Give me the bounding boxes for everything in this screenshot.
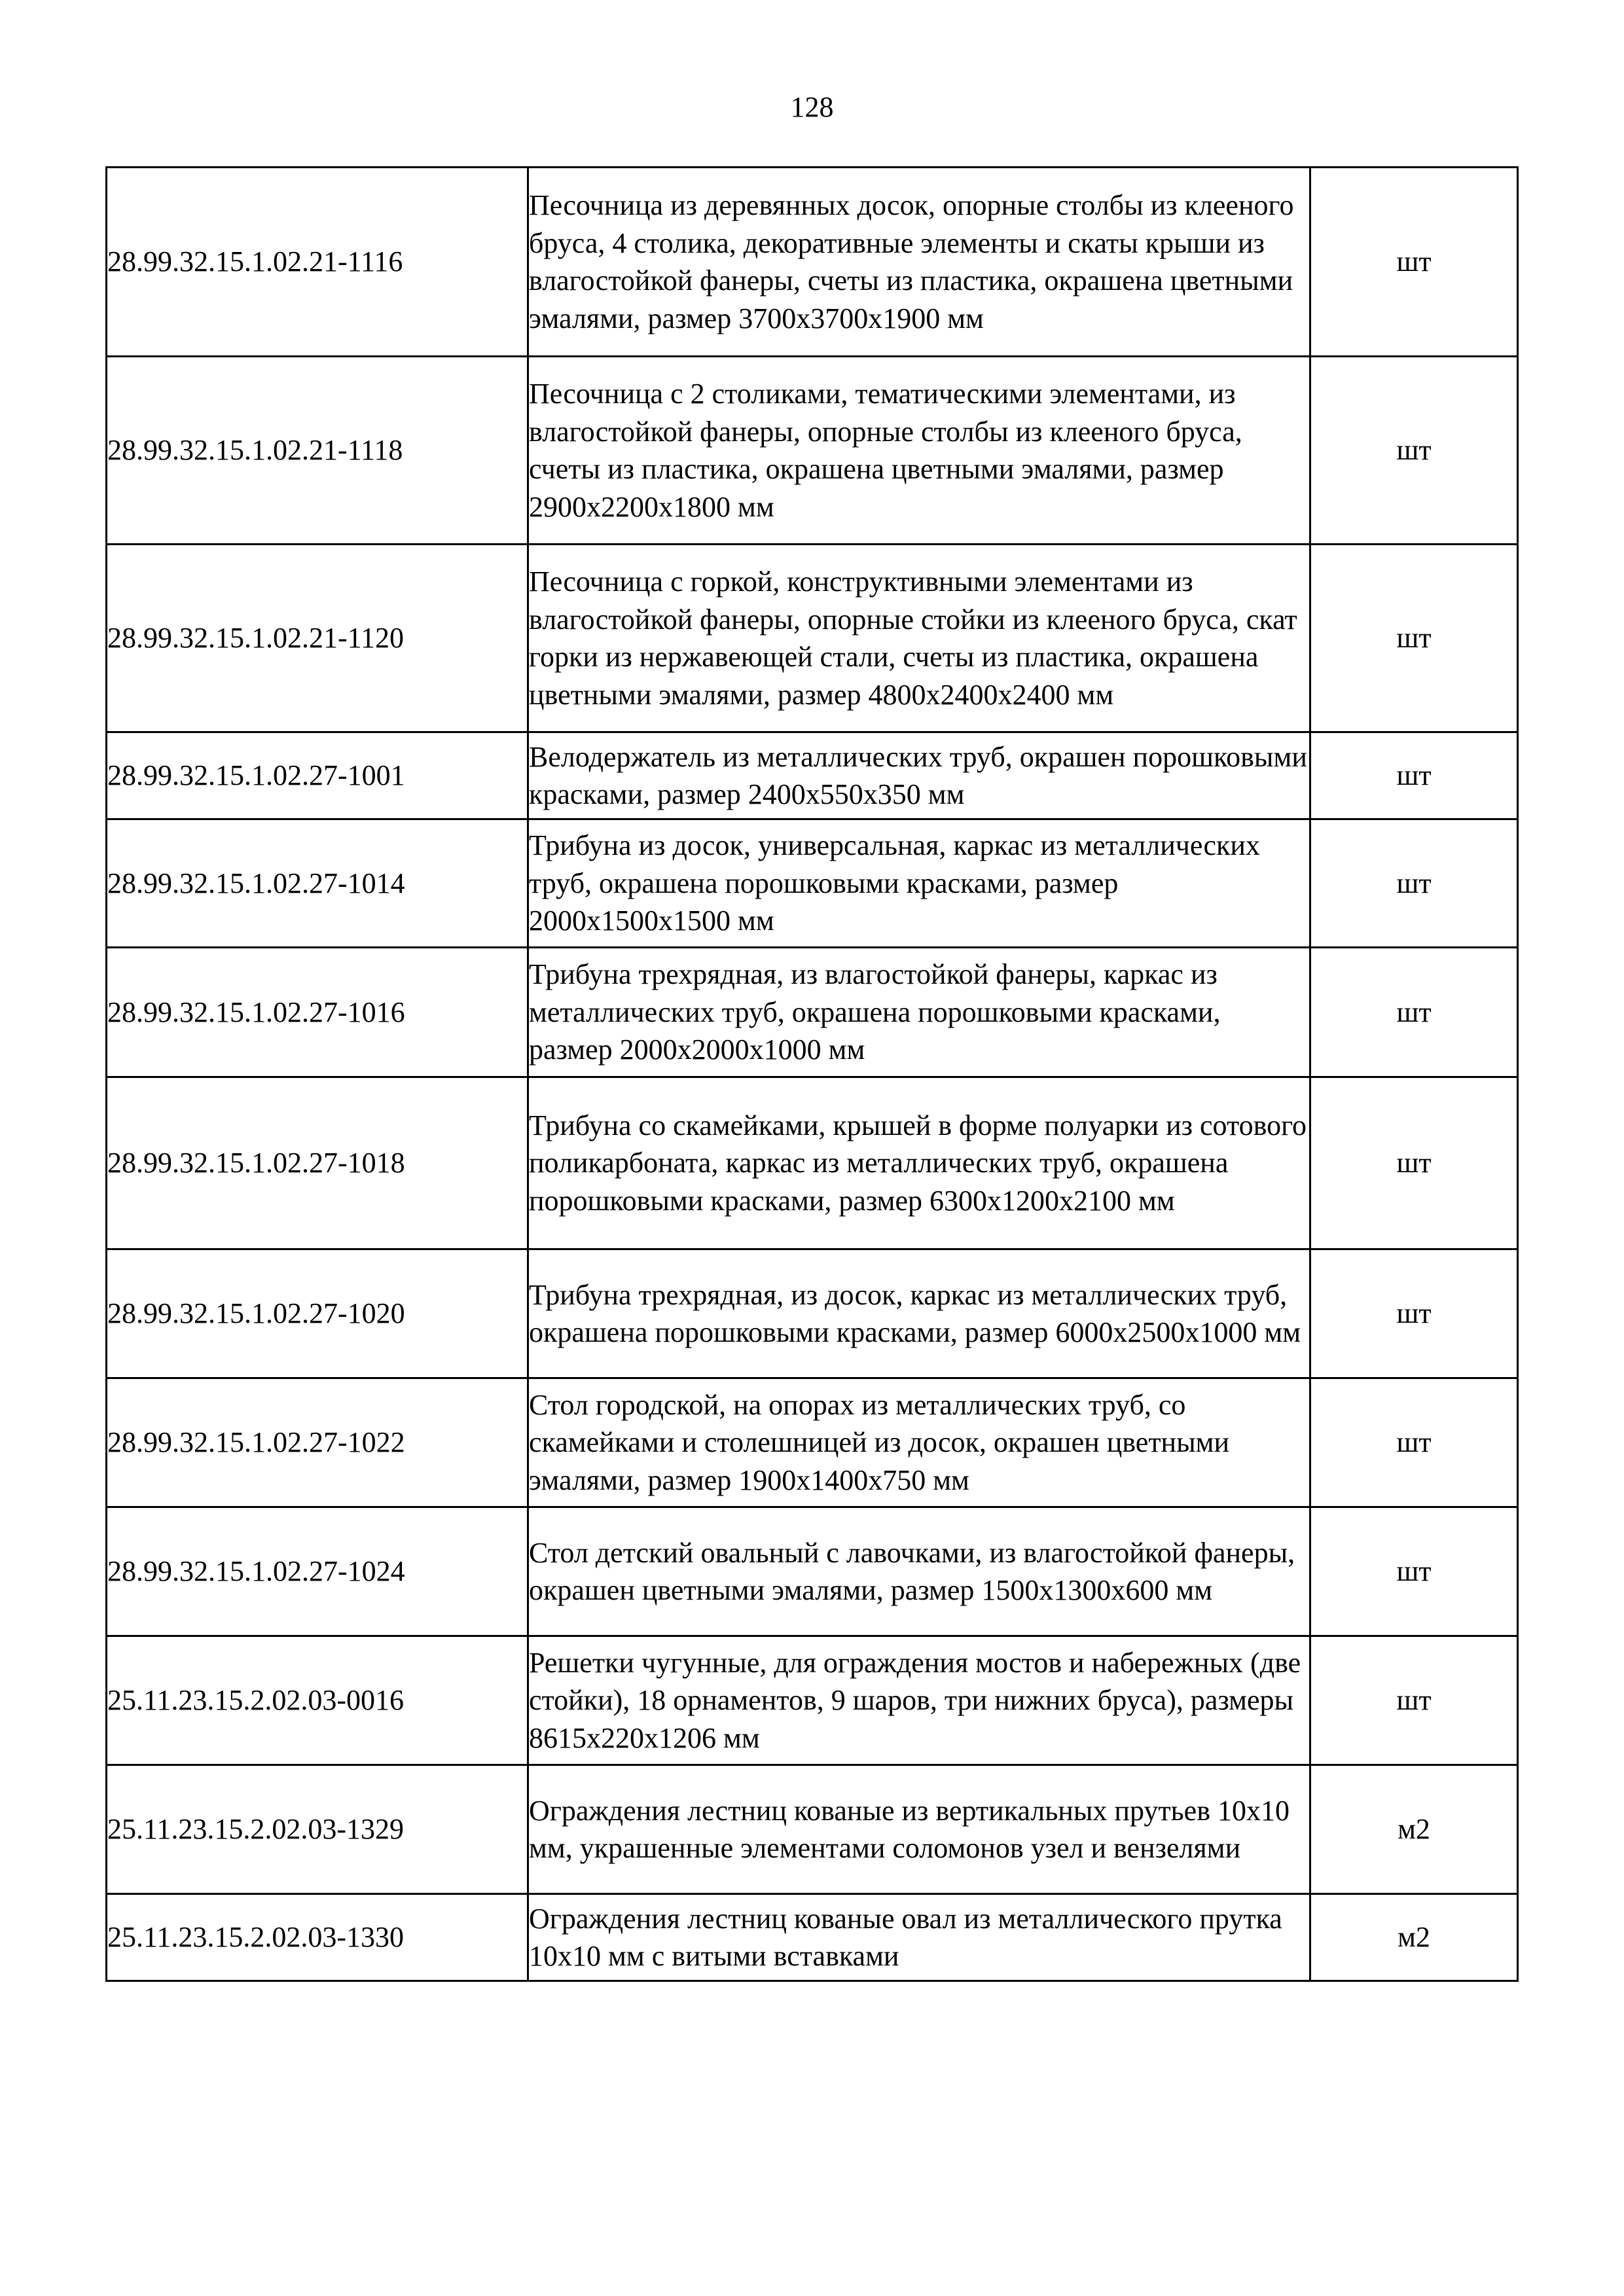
row-code: 25.11.23.15.2.02.03-1330 — [107, 1894, 528, 1981]
row-description: Стол городской, на опорах из металлических труб, со скамейками и столешницей из досок, окрашен цветными эмалями, размер 1900х1400х750 мм — [528, 1378, 1310, 1507]
row-unit: шт — [1310, 819, 1518, 948]
row-code: 28.99.32.15.1.02.27-1018 — [107, 1077, 528, 1249]
table-row — [107, 1507, 1518, 1636]
table-row — [107, 168, 1518, 357]
row-unit: шт — [1310, 948, 1518, 1077]
row-code: 28.99.32.15.1.02.27-1022 — [107, 1378, 528, 1507]
table-row — [107, 357, 1518, 545]
row-unit: м2 — [1310, 1765, 1518, 1894]
table-row — [107, 819, 1518, 948]
table-row — [107, 1765, 1518, 1894]
row-unit: м2 — [1310, 1894, 1518, 1981]
table-row — [107, 732, 1518, 819]
row-unit: шт — [1310, 357, 1518, 545]
row-unit: шт — [1310, 1378, 1518, 1507]
table-row — [107, 1894, 1518, 1981]
row-code: 28.99.32.15.1.02.21-1116 — [107, 168, 528, 357]
table-row — [107, 1077, 1518, 1249]
row-description: Трибуна трехрядная, из влагостойкой фанеры, каркас из металлических труб, окрашена порошковыми красками, размер 2000х2000х1000 мм — [528, 948, 1310, 1077]
row-code: 28.99.32.15.1.02.27-1001 — [107, 732, 528, 819]
row-code: 28.99.32.15.1.02.27-1016 — [107, 948, 528, 1077]
row-description: Решетки чугунные, для ограждения мостов и набережных (две стойки), 18 орнаментов, 9 шаров, три нижних бруса), размеры 8615х220х1206 мм — [528, 1636, 1310, 1765]
row-code: 28.99.32.15.1.02.27-1020 — [107, 1249, 528, 1378]
row-description: Стол детский овальный с лавочками, из влагостойкой фанеры, окрашен цветными эмалями, размер 1500х1300х600 мм — [528, 1507, 1310, 1636]
row-description: Ограждения лестниц кованые из вертикальных прутьев 10х10 мм, украшенные элементами соломонов узел и вензелями — [528, 1765, 1310, 1894]
row-code: 28.99.32.15.1.02.21-1120 — [107, 545, 528, 732]
table-row — [107, 1249, 1518, 1378]
row-unit: шт — [1310, 1077, 1518, 1249]
row-code: 28.99.32.15.1.02.27-1014 — [107, 819, 528, 948]
row-code: 28.99.32.15.1.02.21-1118 — [107, 357, 528, 545]
row-description: Велодержатель из металлических труб, окрашен порошковыми красками, размер 2400х550х350 мм — [528, 732, 1310, 819]
row-code: 28.99.32.15.1.02.27-1024 — [107, 1507, 528, 1636]
row-unit: шт — [1310, 732, 1518, 819]
row-unit: шт — [1310, 1636, 1518, 1765]
materials-table — [105, 166, 1519, 1982]
row-description: Песочница с 2 столиками, тематическими элементами, из влагостойкой фанеры, опорные столбы из клееного бруса, счеты из пластика, окрашена цветными эмалями, размер 2900х2200х1800 мм — [528, 357, 1310, 545]
row-unit: шт — [1310, 545, 1518, 732]
row-code: 25.11.23.15.2.02.03-0016 — [107, 1636, 528, 1765]
row-description: Ограждения лестниц кованые овал из металлического прутка 10х10 мм с витыми вставками — [528, 1894, 1310, 1981]
row-code: 25.11.23.15.2.02.03-1329 — [107, 1765, 528, 1894]
table-row — [107, 1636, 1518, 1765]
row-description: Трибуна трехрядная, из досок, каркас из металлических труб, окрашена порошковыми красками, размер 6000х2500х1000 мм — [528, 1249, 1310, 1378]
row-unit: шт — [1310, 1249, 1518, 1378]
row-description: Трибуна из досок, универсальная, каркас из металлических труб, окрашена порошковыми красками, размер 2000х1500х1500 мм — [528, 819, 1310, 948]
table-row — [107, 948, 1518, 1077]
table-row — [107, 545, 1518, 732]
row-unit: шт — [1310, 1507, 1518, 1636]
page-number: 128 — [790, 91, 834, 123]
row-description: Песочница из деревянных досок, опорные столбы из клееного бруса, 4 столика, декоративные элементы и скаты крыши из влагостойкой фанеры, счеты из пластика, окрашена цветными эмалями, размер 3700х3700х1900 мм — [528, 168, 1310, 357]
table-row — [107, 1378, 1518, 1507]
row-unit: шт — [1310, 168, 1518, 357]
row-description: Трибуна со скамейками, крышей в форме полуарки из сотового поликарбоната, каркас из металлических труб, окрашена порошковыми красками, размер 6300х1200х2100 мм — [528, 1077, 1310, 1249]
row-description: Песочница с горкой, конструктивными элементами из влагостойкой фанеры, опорные стойки из клееного бруса, скат горки из нержавеющей стали, счеты из пластика, окрашена цветными эмалями, размер 4800х2400х2400 мм — [528, 545, 1310, 732]
